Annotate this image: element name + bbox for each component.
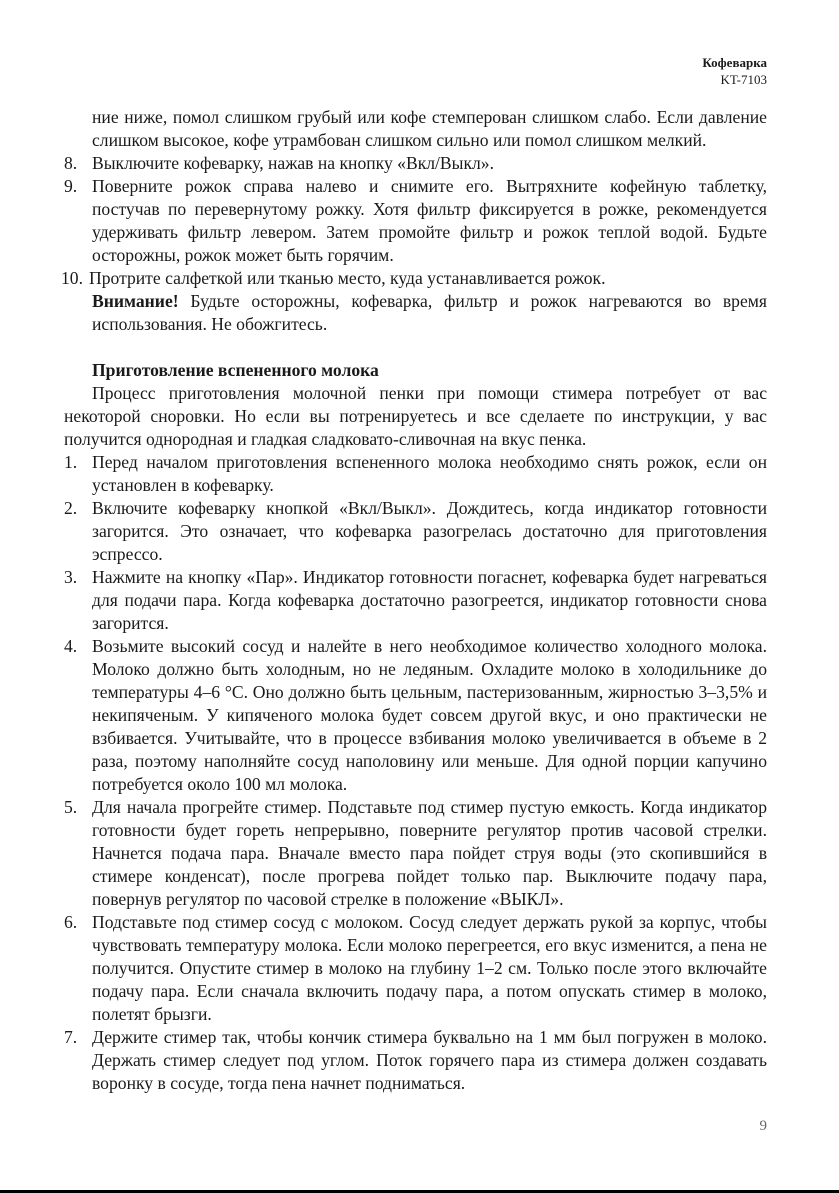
list-item: [64, 451, 767, 497]
list-item-text: Включите кофеварку кнопкой «Вкл/Выкл». Дождитесь, когда индикатор готовности загорится. Это означает, что кофеварка разогрелась достаточно для приготовления эспрессо.: [92, 498, 767, 564]
list-item-text: Нажмите на кнопку «Пар». Индикатор готовности погаснет, кофеварка будет нагреваться для подачи пара. Когда кофеварка достаточно разогреется, индикатор готовности снова загорится.: [92, 567, 767, 633]
model-number: KT-7103: [720, 72, 767, 87]
list-item-text: Держите стимер так, чтобы кончик стимера буквально на 1 мм был погружен в молоко. Держать стимер следует под углом. Поток горячего пара из стимера должен создавать воронку в сосуде, тогда пена начнет подниматься.: [92, 1027, 767, 1093]
list-item-number: 1.: [64, 452, 78, 472]
list-item-number: 4.: [64, 636, 78, 656]
list-item-text: Выключите кофеварку, нажав на кнопку «Вкл/Выкл».: [92, 153, 495, 173]
list-item-number: 7.: [64, 1027, 78, 1047]
list-item-text: Протрите салфеткой или тканью место, куда устанавливается рожок.: [89, 268, 606, 288]
list-item-text: Для начала прогрейте стимер. Подставьте под стимер пустую емкость. Когда индикатор готовности будет гореть непрерывно, поверните регулятор против часовой стрелки. Начнется подача пара. Вначале вместо пара пойдет струя воды (это скопившийся в стимере конденсат), после прогрева пойдет только пар. Выключите подачу пара, повернув регулятор по часовой стрелке в положение «ВЫКЛ».: [92, 797, 767, 909]
list-item: [64, 796, 767, 911]
list-item-text: Возьмите высокий сосуд и налейте в него необходимое количество холодного молока. Молоко должно быть холодным, но не ледяным. Охладите молоко в холодильнике до температуры 4–6 °С. Оно должно быть цельным, пастеризованным, жирностью 3–3,5% и некипяченым. У кипяченого молока будет совсем другой вкус, и оно практически не взбивается. Учитывайте, что в процессе взбивания молоко увеличивается в объеме в 2 раза, поэтому наполняйте сосуд наполовину или меньше. Для одной порции капучино потребуется около 100 мл молока.: [92, 636, 767, 794]
list-item: [64, 497, 767, 566]
page-number: 9: [759, 1118, 767, 1134]
list-item: [61, 267, 767, 290]
section-title: Приготовление вспененного молока: [92, 360, 379, 380]
list-item: [64, 911, 767, 1026]
warning-text: Будьте осторожны, кофеварка, фильтр и рожок нагреваются во время использования. Не обожгитесь.: [92, 291, 767, 334]
list-item-number: 2.: [64, 498, 78, 518]
list-item: [64, 152, 767, 175]
warning-label: Внимание!: [92, 291, 179, 311]
page-content: [61, 106, 767, 1095]
list-item-number: 5.: [64, 797, 78, 817]
section-intro: Процесс приготовления молочной пенки при помощи стимера потребует от вас некоторой сноровки. Но если вы потренируетесь и все сделаете по инструкции, у вас получится однородная и гладкая сладковато-сливочная на вкус пенка.: [64, 383, 767, 449]
list-item-number: 6.: [64, 912, 78, 932]
list-item: [64, 175, 767, 267]
list-item-text: Подставьте под стимер сосуд с молоком. Сосуд следует держать рукой за корпус, чтобы чувствовать температуру молока. Если молоко перегреется, его вкус изменится, а пена не получится. Опустите стимер в молоко на глубину 1–2 см. Только после этого включайте подачу пара. Если сначала включить подачу пара, а потом опускать стимер в молоко, полетят брызги.: [92, 912, 767, 1024]
list-item-number: 8.: [64, 153, 78, 173]
product-name: Кофеварка: [702, 55, 767, 70]
list-item-number: 3.: [64, 567, 78, 587]
warning-note: [64, 290, 767, 336]
list-item: [64, 1026, 767, 1095]
list-item-number: 9.: [64, 176, 78, 196]
list-item: [64, 566, 767, 635]
list-item-number: 10.: [61, 268, 83, 288]
list-item-text: Поверните рожок справа налево и снимите его. Вытряхните кофейную таблетку, постучав по перевернутому рожку. Хотя фильтр фиксируется в рожке, рекомендуется удерживать фильтр левером. Затем промойте фильтр и рожок теплой водой. Будьте осторожны, рожок может быть горячим.: [92, 176, 767, 265]
intro-continuation: ние ниже, помол слишком грубый или кофе стемперован слишком слабо. Если давление слишком высокое, кофе утрамбован слишком сильно или помол слишком мелкий.: [92, 107, 767, 150]
list-item: [64, 635, 767, 796]
list-item-text: Перед началом приготовления вспененного молока необходимо снять рожок, если он установлен в кофеварку.: [92, 452, 767, 495]
page-header: [702, 54, 767, 88]
